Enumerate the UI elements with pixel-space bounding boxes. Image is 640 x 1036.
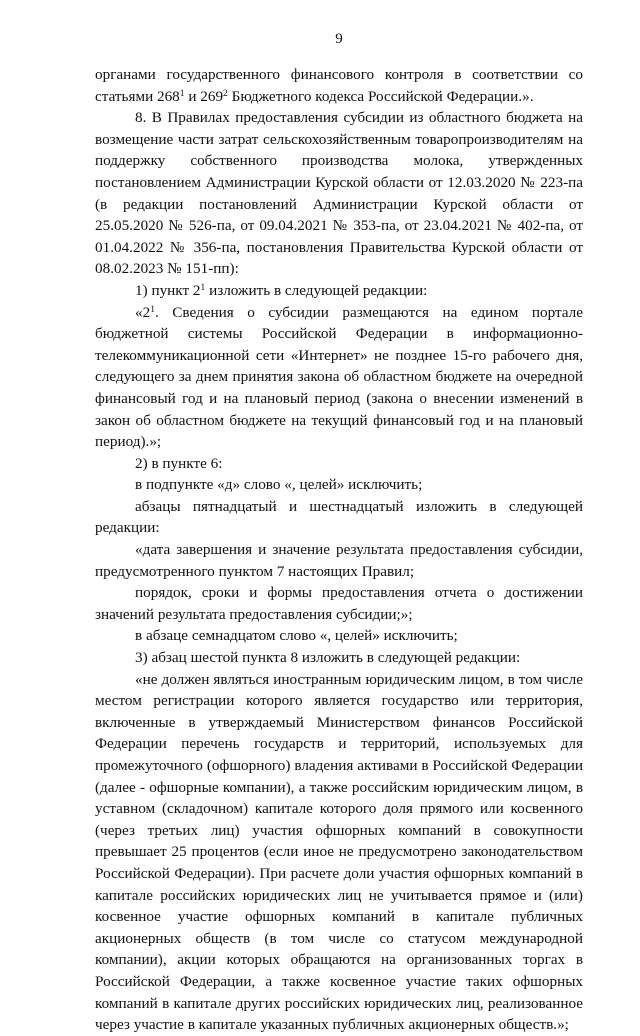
- paragraph-text: порядок, сроки и формы предоставления отчета о достижении значений результата предоставления субсидии;»;: [95, 584, 583, 623]
- paragraph-text: «не должен являться иностранным юридическим лицом, в том числе местом регистрации которого является государство или территория, включенные в утверждаемый Министерством финансов Российской Федерации перечень государств и территорий, используемых для промежуточного (офшорного) владения активами в Российской Федерации (далее - офшорные компании), а также российским юридическим лицом, в уставном (складочном) капитале которого доля прямого или косвенного (через третьих лиц) участия офшорных компаний в совокупности превышает 25 процентов (если иное не предусмотрено законодательством Российской Федерации). При расчете доли участия офшорных компаний в капитале российских юридических лиц не учитывается прямое и (или) косвенное участие офшорных компаний в капитале публичных акционерных обществ (в том числе со статусом международной компании), акции которых обращаются на организованных торгах в Российской Федерации, а также косвенное участие таких офшорных компаний в капитале других российских юридических лиц, реализованное через участие в капитале указанных публичных акционерных обществ.»;: [95, 670, 583, 1034]
- paragraph: [95, 647, 583, 669]
- paragraph: [95, 539, 583, 582]
- paragraph-text: и 269: [184, 87, 224, 105]
- paragraph-text: Бюджетного кодекса Российской Федерации.».: [227, 87, 534, 105]
- paragraph-text: 1) пункт 2: [135, 281, 201, 299]
- paragraph-text: органами государственного финансового контроля в соответствии со статьями 268: [95, 66, 583, 105]
- document-page: [95, 30, 583, 1036]
- paragraph: [95, 625, 583, 647]
- paragraph: [95, 280, 583, 302]
- superscript: 1: [200, 282, 206, 293]
- superscript: 1: [150, 304, 155, 315]
- paragraph: [95, 474, 583, 496]
- paragraph: [95, 496, 583, 539]
- paragraph-text: «2: [135, 303, 151, 321]
- paragraph-text: 3) абзац шестой пункта 8 изложить в следующей редакции:: [135, 649, 521, 667]
- paragraph-text: 8. В Правилах предоставления субсидии из областного бюджета на возмещение части затрат сельскохозяйственным товаропроизводителям на поддержку собственного производства молока, утвержденных постановлением Администрации Курской области от 12.03.2020 № 223-па (в редакции постановлений Администрации Курской области от 25.05.2020 № 526-па, от 09.04.2021 № 353-па, от 23.04.2021 № 402-па, от 01.04.2022 № 356-па, постановления Правительства Курской области от 08.02.2023 № 151-пп):: [95, 109, 583, 278]
- paragraph-text: в абзаце семнадцатом слово «, целей» исключить;: [135, 627, 458, 645]
- paragraph-text: 2) в пункте 6:: [135, 454, 223, 472]
- paragraph: [95, 64, 583, 107]
- paragraph-text: . Сведения о субсидии размещаются на едином портале бюджетной системы Российской Федерации в информационно-телекоммуникационной сети «Интернет» не позднее 15-го рабочего дня, следующего за днем принятия закона об областном бюджете на очередной финансовый год и на плановый период (закона о внесении изменений в закон об областном бюджете на текущий финансовый год и на плановый период).»;: [95, 303, 583, 451]
- paragraph-text: в подпункте «д» слово «, целей» исключить;: [135, 476, 423, 494]
- paragraph: [95, 669, 583, 1036]
- paragraph: [95, 107, 583, 280]
- paragraph-text: «дата завершения и значение результата предоставления субсидии, предусмотренного пунктом 7 настоящих Правил;: [95, 541, 583, 580]
- paragraph: [95, 453, 583, 475]
- page-number: 9: [335, 31, 343, 47]
- paragraph-text: изложить в следующей редакции:: [205, 281, 428, 299]
- paragraph: [95, 582, 583, 625]
- superscript: 2: [223, 88, 228, 99]
- document-body: [95, 64, 583, 1036]
- paragraph-text: абзацы пятнадцатый и шестнадцатый изложить в следующей редакции:: [95, 497, 583, 537]
- superscript: 1: [179, 88, 185, 99]
- paragraph: [95, 302, 583, 453]
